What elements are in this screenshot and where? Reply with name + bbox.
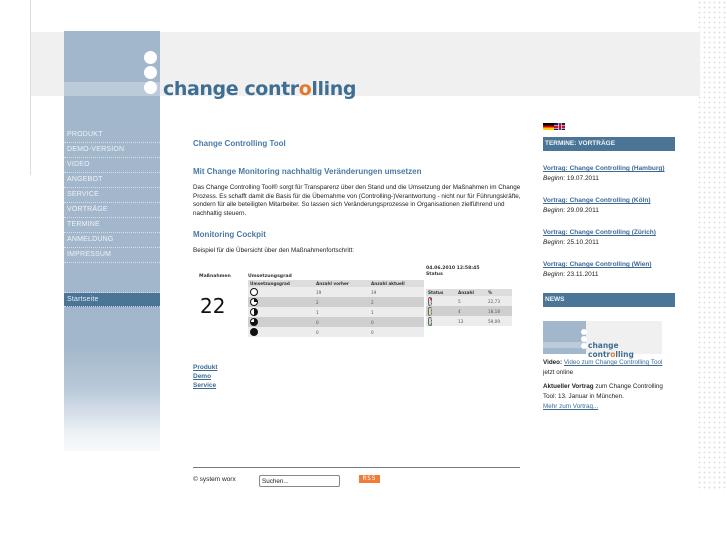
nav-item-termine[interactable]: TERMINE	[64, 218, 160, 233]
nav-item-service[interactable]: SERVICE	[64, 188, 160, 203]
table-row: 0 0	[248, 327, 424, 337]
link-demo[interactable]: Demo	[193, 372, 212, 380]
nav-item-angebot[interactable]: ANGEBOT	[64, 173, 160, 188]
nav-spacer	[64, 263, 160, 293]
dot-pattern	[697, 0, 727, 490]
umsetzung-label: Umsetzungsgrad	[248, 274, 292, 279]
event-item: Vortrag: Change Controlling (Köln) Beginn: 29.09.2011	[543, 196, 675, 215]
link-service[interactable]: Service	[193, 381, 217, 389]
nav-item-anmeldung[interactable]: ANMELDUNG	[64, 233, 160, 248]
table-row: 1 1	[248, 307, 424, 317]
traffic-light-green-icon	[428, 317, 432, 326]
pie-50-icon	[250, 308, 258, 316]
massnahmen-count: 22	[200, 294, 226, 318]
footer-divider	[193, 467, 520, 468]
intro-text: Das Change Controlling Tool® sorgt für Transparenz über den Stand und die Umsetzung der Maßnahmen im Change Prozess. Es schafft damit die Basis für die Übernahme von (Controlling-)Verantwortung - nicht nur für Führungskräfte, sondern für alle beteiligten Mitarbeiter. So lassen sich Veränderungsprozesse in Organisationen zielführend und nachhaltig steuern.	[193, 184, 521, 217]
traffic-light-yellow-icon	[428, 307, 432, 316]
nav-item-video[interactable]: VIDEO	[64, 158, 160, 173]
main-nav	[64, 128, 160, 307]
termine-heading: TERMINE: VORTRÄGE	[543, 137, 675, 151]
table-row: 4 18,18	[426, 306, 512, 316]
event-link[interactable]: Vortrag: Change Controlling (Hamburg)	[543, 165, 665, 172]
event-link[interactable]: Vortrag: Change Controlling (Zürich)	[543, 229, 656, 236]
news-heading: NEWS	[543, 293, 675, 307]
event-item: Vortrag: Change Controlling (Zürich) Beginn: 25.10.2011	[543, 228, 675, 247]
video-link[interactable]: Video zum Change Controlling Tool	[563, 359, 663, 366]
news-item-vortrag: Aktueller Vortrag zum Change Controlling Tool: 13. Januar in München. Mehr zum Vortrag...	[543, 383, 663, 410]
status-table: Status Anzahl % 5 22,73 4 18,18 13 59,09	[426, 289, 512, 326]
quicklinks	[193, 364, 218, 390]
copyright: © system worx	[193, 476, 236, 483]
event-link[interactable]: Vortrag: Change Controlling (Köln)	[543, 197, 651, 204]
massnahmen-label: Maßnahmen	[199, 274, 231, 279]
traffic-light-red-icon	[428, 297, 432, 306]
right-sidebar	[543, 123, 675, 412]
table-row: 2 2	[248, 297, 424, 307]
news-item-video: Video: Video zum Change Controlling Tool jetzt online	[543, 359, 663, 376]
more-link[interactable]: Mehr zum Vortrag...	[543, 403, 599, 410]
cockpit-caption: Beispiel für die Übersicht über den Maßnahmenfortschritt:	[193, 247, 354, 254]
umsetzung-table: Umsetzungsgrad Anzahl vorher Anzahl aktuell 19 19 2 2 1 1 0 0 0 0	[248, 280, 424, 337]
nav-item-impressum[interactable]: IMPRESSUM	[64, 248, 160, 263]
flag-de-icon[interactable]	[543, 123, 554, 130]
rss-button[interactable]: RSS	[359, 475, 380, 483]
monitoring-cockpit	[196, 266, 522, 341]
nav-item-produkt[interactable]: PRODUKT	[64, 128, 160, 143]
pie-75-icon	[250, 318, 258, 326]
nav-item-startseite[interactable]: Startseite	[64, 293, 160, 307]
news-logo-image[interactable]: change controlling	[543, 321, 662, 354]
pie-0-icon	[250, 288, 258, 296]
main-content	[193, 139, 523, 269]
nav-item-demo-version[interactable]: DEMO-VERSION	[64, 143, 160, 158]
news-list	[543, 358, 675, 412]
timestamp: 04.06.2010 12:58:45	[426, 266, 480, 271]
section-heading-cockpit: Monitoring Cockpit	[193, 230, 266, 239]
section-heading-monitoring: Mit Change Monitoring nachhaltig Veränderungen umsetzen	[193, 167, 422, 176]
event-item: Vortrag: Change Controlling (Wien) Beginn: 23.11.2011	[543, 260, 675, 279]
logo-dots-icon	[144, 51, 159, 96]
table-row: 0 0	[248, 317, 424, 327]
search-input[interactable]	[259, 475, 340, 487]
nav-item-vortraege[interactable]: VORTRÄGE	[64, 203, 160, 218]
table-row: 13 59,09	[426, 316, 512, 326]
event-item: Vortrag: Change Controlling (Hamburg) Beginn: 19.07.2011	[543, 164, 675, 183]
language-switcher	[543, 123, 675, 130]
event-link[interactable]: Vortrag: Change Controlling (Wien)	[543, 261, 652, 268]
logo[interactable]: change controlling	[163, 78, 357, 100]
status-label: Status	[426, 272, 443, 277]
table-row: 5 22,73	[426, 296, 512, 306]
link-produkt[interactable]: Produkt	[193, 364, 218, 371]
flag-uk-icon[interactable]	[554, 123, 565, 130]
pie-100-icon	[250, 328, 258, 336]
pie-25-icon	[250, 298, 258, 306]
table-row: 19 19	[248, 287, 424, 297]
page-title: Change Controlling Tool	[193, 139, 286, 148]
